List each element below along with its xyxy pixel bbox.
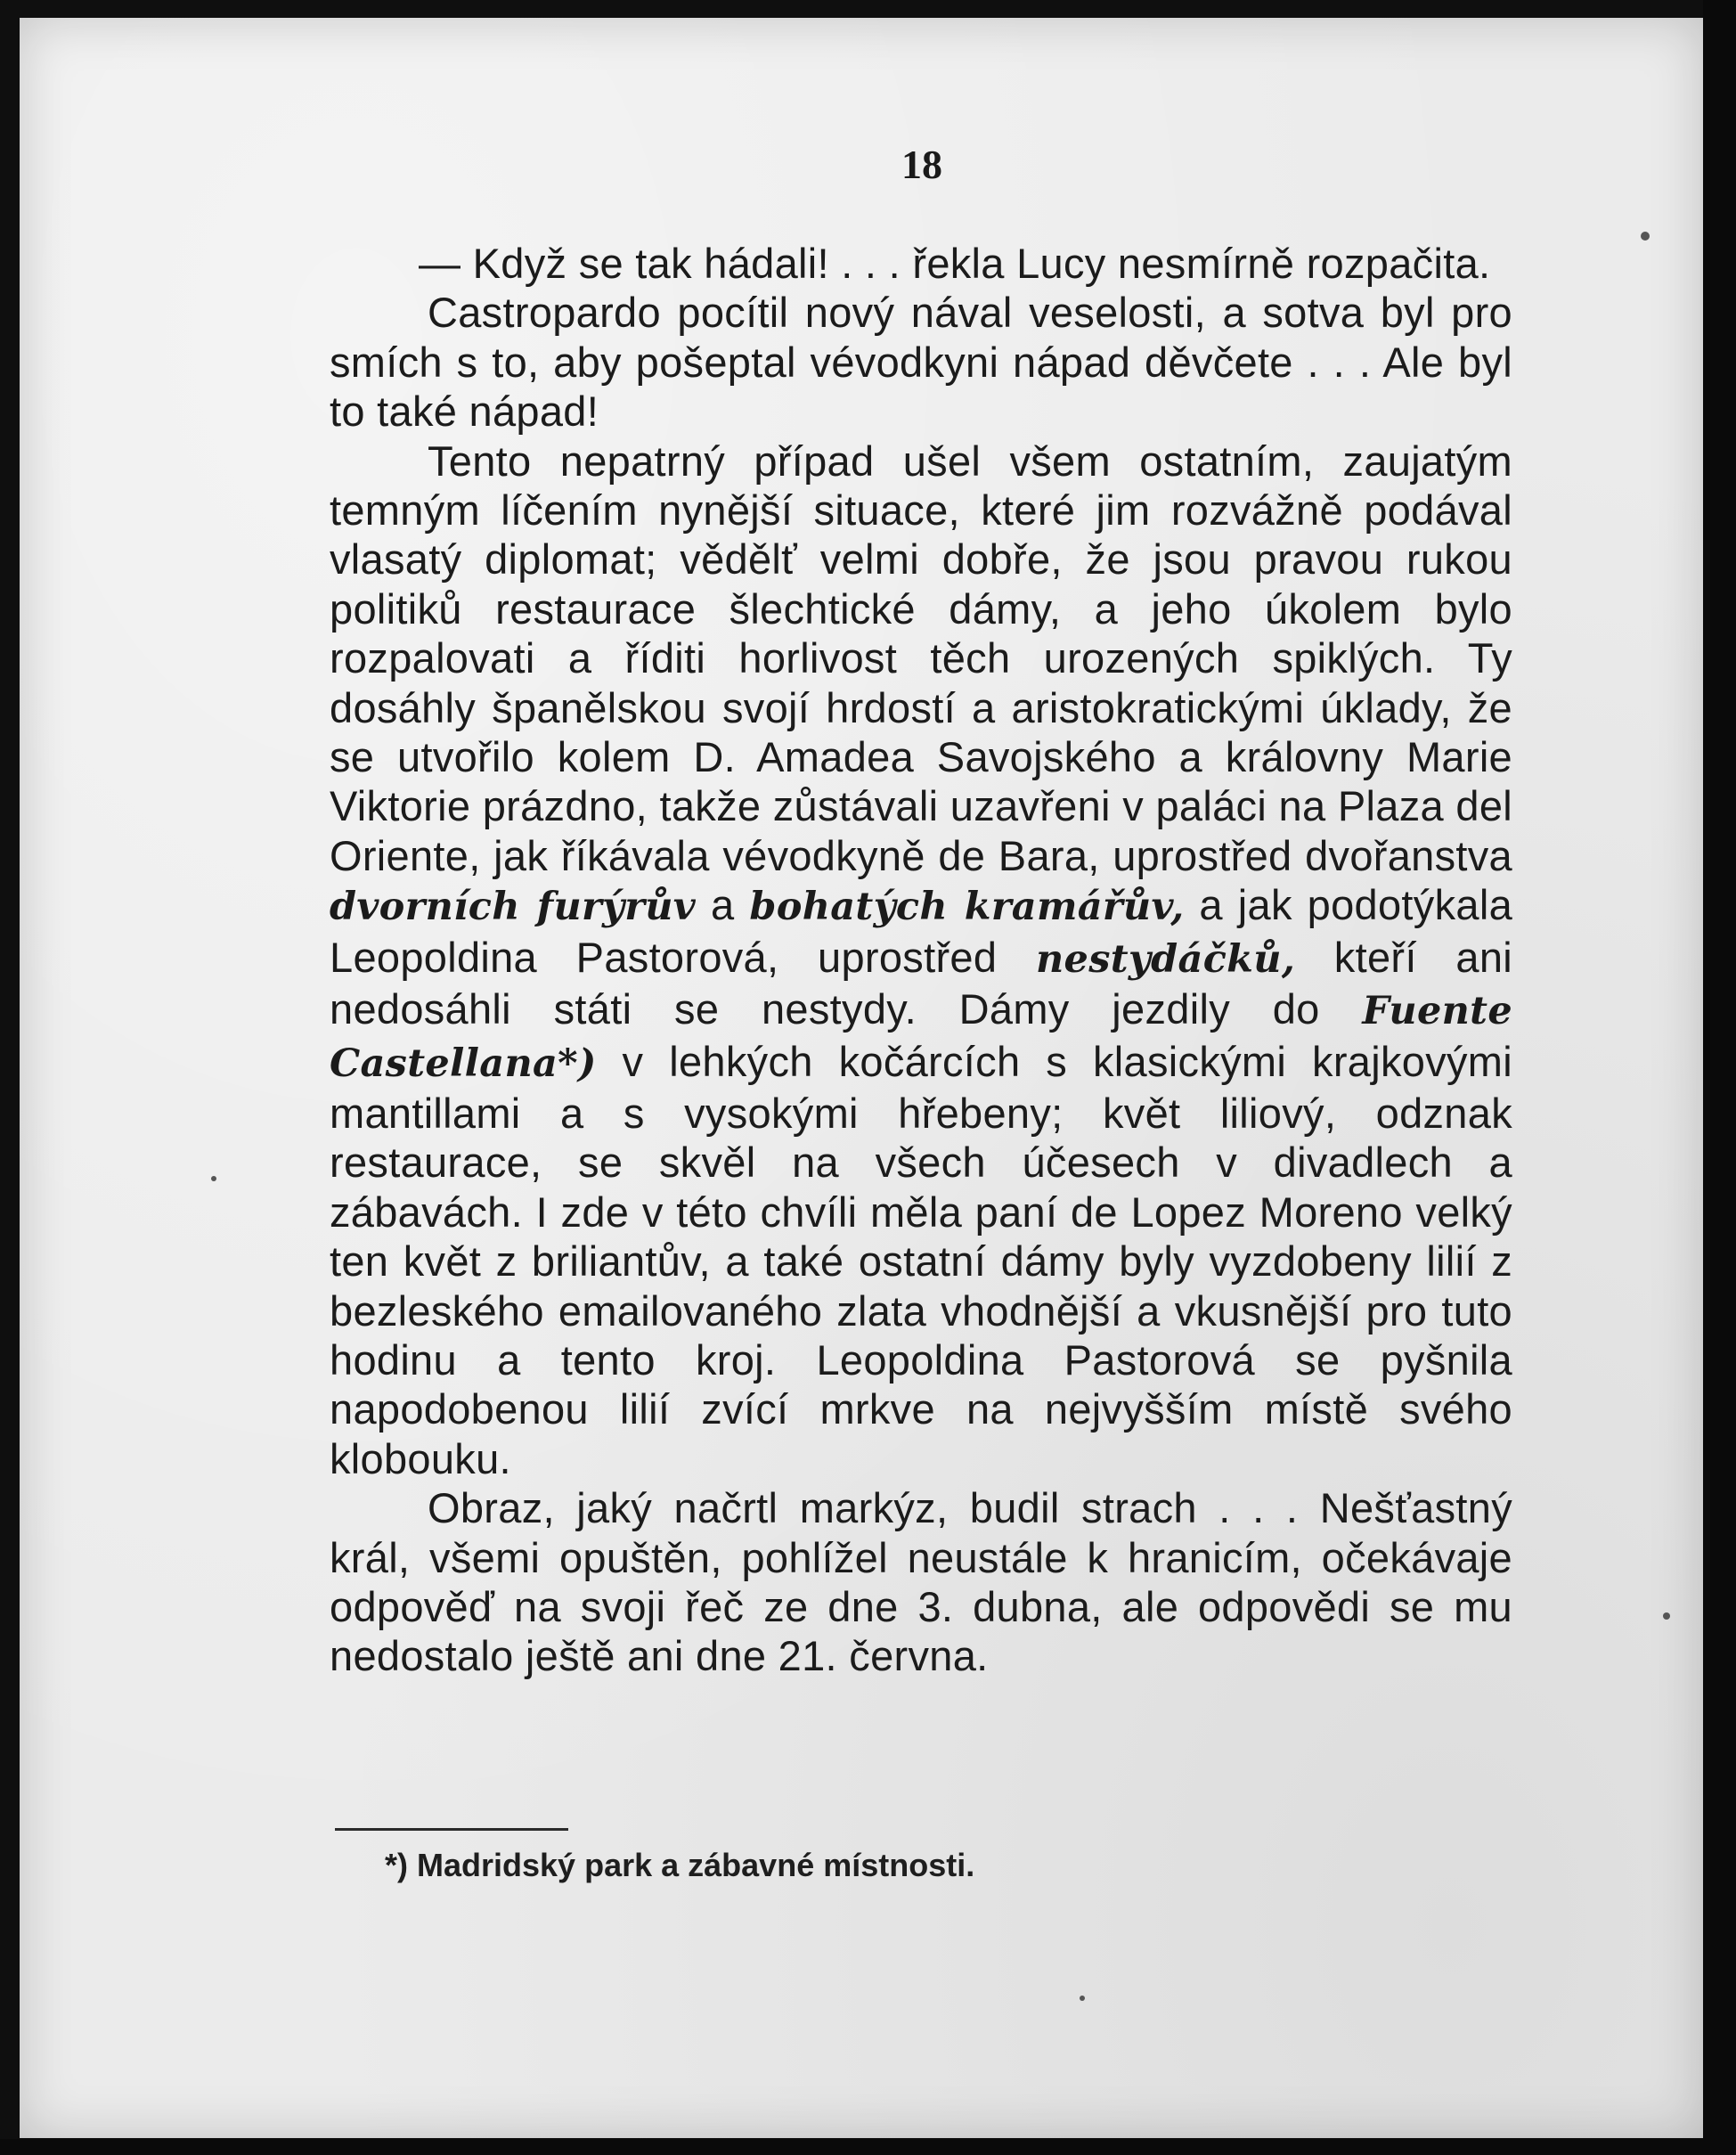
- paragraph-3-end: v lehkých kočárcích s klasickými krajkovými mantillami a s vysokými hřebeny; květ liliový, odznak restaurace, se skvěl na všech účesech v divadlech a zábavách. I zde v této chvíli měla paní de Lopez Moreno velký ten květ z briliantův, a také ostatní dámy byly vyzdobeny lilií z bezleského emailovaného zlata vhodnější a vkusnější pro tuto hodinu a tento kroj. Leopoldina Pastorová se pyšnila napodobenou lilií zvící mrkve na nejvyšším místě svého klobouku.: [330, 1037, 1512, 1482]
- paragraph-1: — Když se tak hádali! . . . řekla Lucy nesmírně rozpačita.: [419, 240, 1491, 287]
- book-page: [20, 18, 1703, 2138]
- paragraph-3-continued: a jak podotýkala Leopoldina Pastorová, uprostřed: [330, 881, 1513, 981]
- emphasis-nestydacku: nestydáčků,: [1035, 936, 1296, 982]
- paragraph-3-continued-2: kteří ani nedosáhli státi se nestydy. Dámy jezdily do: [330, 933, 1513, 1033]
- paragraph-3: [330, 437, 1512, 1484]
- page-number: 18: [901, 142, 942, 187]
- footnote-text: Madridský park a zábavné místnosti.: [417, 1847, 975, 1883]
- conjunction-a: a: [710, 881, 735, 929]
- emphasis-bohatych-kramaru: bohatých kramářův,: [749, 885, 1185, 930]
- emphasis-fuente-castellana: Fuente Castellana*): [330, 989, 1512, 1086]
- footnote: [385, 1847, 974, 1884]
- scan-edge-right: [1703, 0, 1736, 2155]
- speck-mark: [211, 1176, 216, 1181]
- paragraph-2: Castropardo pocítil nový nával veselosti, a sotva byl pro smích s to, aby pošeptal vévodkyni nápad děvčete . . . Ale byl to také nápad!: [330, 289, 1512, 436]
- footnote-rule: [335, 1828, 568, 1831]
- speck-mark: [1080, 1996, 1085, 2001]
- speck-mark: [1641, 232, 1650, 241]
- scan-edge-bottom: [0, 2139, 1736, 2155]
- body-text: [330, 239, 1512, 1681]
- emphasis-dvorni-furyru: dvorních furýrův: [330, 885, 697, 930]
- paragraph-3-text: Tento nepatrný případ ušel všem ostatním, zaujatým temným líčením nynější situace, které jim rozvážně podával vlasatý diplomat; vědělť velmi dobře, že jsou pravou rukou politiků restaurace šlechtické dámy, a jeho úkolem bylo rozpalovati a říditi horlivost těch urozených spiklých. Ty dosáhly španělskou svojí hrdostí a aristokratickými úklady, že se utvořilo kolem D. Amadea Savojského a královny Marie Viktorie prázdno, takže zůstávali uzavřeni v paláci na Plaza del Oriente, jak říkávala vévodkyně de Bara, uprostřed dvořanstva: [330, 437, 1512, 879]
- speck-mark: [1663, 1612, 1670, 1620]
- footnote-marker: *): [385, 1847, 408, 1883]
- paragraph-4: Obraz, jaký načrtl markýz, budil strach . . . Nešťastný král, všemi opuštěn, pohlížel neustále k hranicím, očekávaje odpověď na svoji řeč ze dne 3. dubna, ale odpovědi se mu nedostalo ještě ani dne 21. června.: [330, 1484, 1512, 1680]
